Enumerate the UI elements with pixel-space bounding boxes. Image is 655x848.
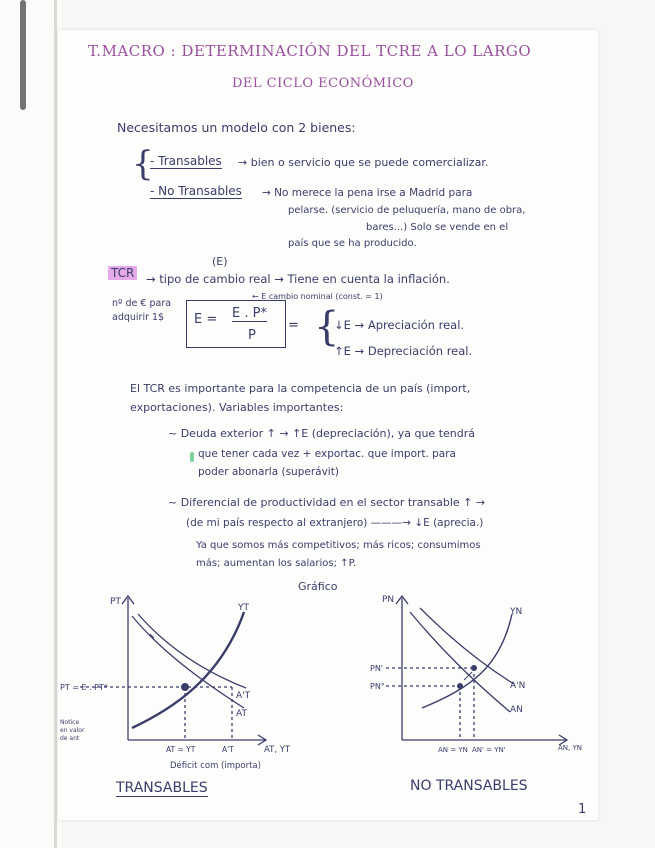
price-label: PT = E . PT* [60,683,108,692]
x-mark-1: AT = YT [166,745,196,754]
deficit-label: Déficit com (importa) [170,761,261,771]
side-note-a: Notice [60,719,80,726]
x-axis-label: AN, YN [558,744,582,752]
no-transables-label: - No Transables [150,184,242,198]
formula-equals: = [288,318,299,333]
side-note-b: en valor [60,727,85,734]
no-transables-definition-2: pelarse. (servicio de peluquería, mano de obra, [288,205,526,216]
supply-curve-yn [422,614,512,708]
variable-productivity-line-3: Ya que somos más competitivos; más ricos; consumimos [196,540,481,551]
side-note-c: de ant [60,735,80,742]
x-axis-label: AT, YT [264,745,291,755]
demand-curve-an [410,612,510,712]
nominal-rate-note: ← E cambio nominal (const. = 1) [252,292,383,301]
curve-at-label: AT [236,709,247,719]
x-mark-2: A'T [222,745,234,754]
variable-productivity-line-2: (de mi país respecto al extranjero) ———→ ↓E (aprecia.) [186,517,484,529]
tcr-definition: → tipo de cambio real → Tiene en cuenta la inflación. [146,272,450,286]
variable-productivity-line-1: ~ Diferencial de productividad en el sector transable ↑ → [168,496,486,509]
transables-caption: TRANSABLES [116,780,208,796]
case-appreciation: ↓E → Apreciación real. [334,318,465,332]
side-note-1: nº de € para [112,298,172,309]
tcr-highlight-label: TCR [108,266,137,280]
demand-curve-at-shifted [138,614,246,688]
equilibrium-point [181,683,189,691]
no-transables-caption: NO TRANSABLES [410,778,528,794]
brace-goods: { [132,144,154,184]
highlight-mark [190,452,194,462]
formula-lhs: E = [194,312,218,327]
equilibrium-point-2 [471,665,477,671]
importance-line-1: El TCR es importante para la competencia de un país (import, [130,382,471,395]
transables-definition: → bien o servicio que se puede comercializar. [238,156,489,169]
page-number: 1 [578,802,587,817]
epsilon-note: (E) [212,255,228,268]
y-axis-label: PT [110,597,121,607]
curve-at-shifted-label: A'T [236,691,251,701]
binder-ring [20,0,26,110]
price-label-1: PN' [370,664,384,673]
transables-diagram [60,590,310,790]
curve-an-shifted-label: A'N [510,681,526,691]
side-note-2: adquirir 1$ [112,312,165,323]
y-axis-label: PN [382,595,395,605]
grafico-label: Gráfico [298,580,338,593]
importance-line-2: exportaciones). Variables importantes: [130,401,344,414]
curve-yn-label: YN [510,607,523,617]
variable-debt-line-2: que tener cada vez + exportac. que import. para [198,448,456,460]
brace-cases: { [314,304,340,350]
no-transables-definition-3: bares...) Solo se vende en el [366,222,509,233]
supply-curve-yt [132,612,244,728]
title-line-2: DEL CICLO ECONÓMICO [232,76,414,91]
x-mark-2: AN' = YN' [472,746,506,754]
equilibrium-point-1 [457,683,463,689]
case-depreciation: ↑E → Depreciación real. [334,344,473,358]
no-transables-definition-4: país que se ha producido. [288,238,417,249]
price-label-0: PN° [370,682,385,691]
formula-numerator: E . P* [232,306,267,321]
binder-margin [0,0,62,848]
curve-an-label: AN [510,705,523,715]
page-edge [54,0,57,848]
title-line-1: T.MACRO : DETERMINACIÓN DEL TCRE A LO LARGO [88,42,532,60]
intro-text: Necesitamos un modelo con 2 bienes: [117,120,356,135]
x-mark-1: AN = YN [438,746,468,754]
curve-yt-label: YT [238,603,249,613]
variable-debt-line-3: poder abonarla (superávit) [198,466,339,478]
variable-debt-line-1: ~ Deuda exterior ↑ → ↑E (depreciación), ya que tendrá [168,427,475,440]
transables-label: - Transables [150,154,222,168]
variable-productivity-line-4: más; aumentan los salarios; ↑P. [196,558,357,569]
formula-denominator: P [248,328,256,343]
no-transables-definition-1: → No merece la pena irse a Madrid para [262,187,473,199]
no-transables-diagram [360,588,590,768]
